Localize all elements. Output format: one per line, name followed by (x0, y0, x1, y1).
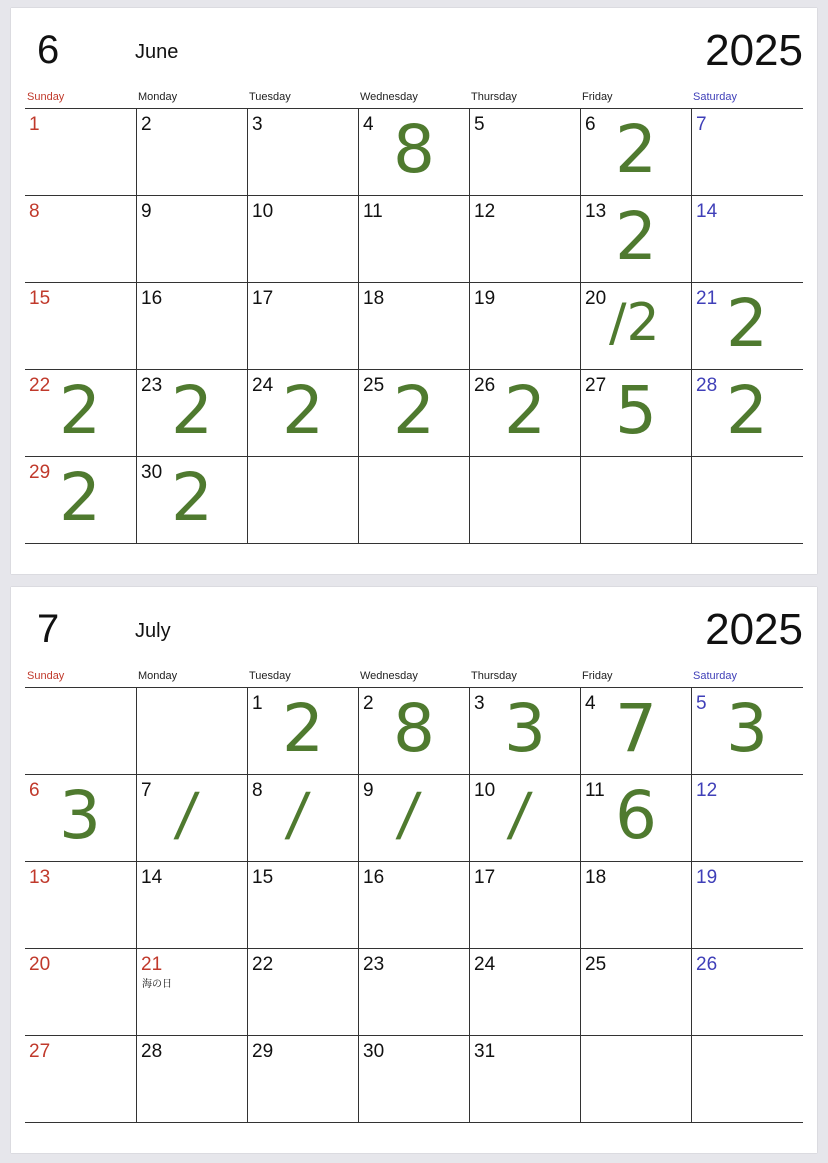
day-number: 28 (696, 375, 718, 396)
handwritten-note: 2 (171, 372, 213, 449)
day-cell[interactable] (25, 862, 136, 948)
calendar-page-july (11, 587, 817, 1153)
weekday-header (25, 666, 803, 687)
day-cell[interactable] (358, 457, 469, 543)
weekday-label-thursday: Thursday (471, 91, 517, 103)
day-number: 27 (585, 375, 607, 396)
day-cell[interactable] (358, 862, 469, 948)
day-number: 5 (474, 114, 485, 135)
weekday-label-tuesday: Tuesday (249, 670, 291, 682)
week-rows (25, 687, 803, 1123)
day-number: 17 (474, 867, 496, 888)
day-number: 8 (252, 780, 263, 801)
day-cell[interactable] (580, 457, 691, 543)
month-number: 7 (37, 607, 60, 651)
day-cell[interactable] (25, 283, 136, 369)
day-cell[interactable] (691, 862, 803, 948)
day-cell[interactable] (25, 775, 136, 861)
day-number: 13 (29, 867, 51, 888)
handwritten-note: 6 (615, 777, 657, 854)
handwritten-note: / (172, 780, 202, 848)
day-number: 17 (252, 288, 274, 309)
day-number: 6 (585, 114, 596, 135)
day-number: 18 (585, 867, 607, 888)
day-cell[interactable] (136, 196, 247, 282)
weekday-label-saturday: Saturday (693, 91, 738, 103)
year: 2025 (705, 605, 803, 654)
day-number: 9 (363, 780, 374, 801)
week-row (25, 688, 803, 775)
day-cell[interactable] (691, 949, 803, 1035)
day-number: 16 (363, 867, 385, 888)
handwritten-note: 8 (393, 690, 435, 767)
day-cell[interactable] (247, 688, 358, 774)
day-cell[interactable] (25, 949, 136, 1035)
day-cell[interactable] (469, 109, 580, 195)
day-cell[interactable] (358, 196, 469, 282)
handwritten-note: / (283, 780, 313, 848)
day-number: 21 (696, 288, 718, 309)
day-cell[interactable] (469, 283, 580, 369)
day-cell[interactable] (136, 283, 247, 369)
day-number: 21 (141, 954, 163, 975)
weekday-label-monday: Monday (138, 670, 178, 682)
day-cell[interactable] (25, 1036, 136, 1122)
day-cell[interactable] (691, 1036, 803, 1122)
day-cell[interactable] (580, 775, 691, 861)
week-row (25, 109, 803, 196)
day-cell[interactable] (247, 109, 358, 195)
day-cell[interactable] (691, 196, 803, 282)
day-cell[interactable] (358, 949, 469, 1035)
day-number: 5 (696, 693, 707, 714)
day-number: 1 (29, 114, 40, 135)
week-row (25, 1036, 803, 1123)
handwritten-note: 2 (504, 372, 546, 449)
day-cell[interactable] (247, 1036, 358, 1122)
day-cell[interactable] (358, 283, 469, 369)
day-cell[interactable] (25, 370, 136, 456)
day-cell[interactable] (136, 688, 247, 774)
year: 2025 (705, 26, 803, 75)
weekday-label-wednesday: Wednesday (360, 670, 418, 682)
handwritten-note: 3 (504, 690, 546, 767)
day-cell[interactable] (580, 688, 691, 774)
day-cell[interactable] (247, 196, 358, 282)
day-cell[interactable] (469, 370, 580, 456)
day-number: 11 (363, 201, 383, 222)
day-cell[interactable] (469, 949, 580, 1035)
day-cell[interactable] (580, 1036, 691, 1122)
day-number: 12 (474, 201, 496, 222)
day-number: 30 (141, 462, 163, 483)
handwritten-note: / (505, 780, 535, 848)
day-cell[interactable] (136, 109, 247, 195)
day-number: 24 (474, 954, 496, 975)
day-number: 23 (141, 375, 163, 396)
day-number: 10 (474, 780, 496, 801)
day-number: 26 (474, 375, 496, 396)
handwritten-note: 5 (615, 372, 657, 449)
day-number: 31 (474, 1041, 496, 1062)
day-number: 26 (696, 954, 718, 975)
week-row (25, 283, 803, 370)
week-row (25, 775, 803, 862)
week-row (25, 370, 803, 457)
month-name: July (135, 620, 171, 642)
day-cell[interactable] (580, 283, 691, 369)
day-number: 9 (141, 201, 152, 222)
day-cell[interactable] (136, 457, 247, 543)
week-row (25, 457, 803, 544)
handwritten-note: 7 (615, 690, 657, 767)
week-row (25, 949, 803, 1036)
day-number: 14 (141, 867, 163, 888)
day-number: 25 (585, 954, 607, 975)
day-cell[interactable] (358, 688, 469, 774)
day-number: 25 (363, 375, 385, 396)
day-number: 11 (585, 780, 605, 801)
day-number: 4 (585, 693, 596, 714)
month-number: 6 (37, 28, 60, 72)
day-number: 24 (252, 375, 274, 396)
day-number: 16 (141, 288, 163, 309)
day-cell[interactable] (25, 196, 136, 282)
day-cell[interactable] (691, 457, 803, 543)
day-cell[interactable] (136, 949, 247, 1035)
day-cell[interactable] (469, 688, 580, 774)
handwritten-note: 2 (615, 111, 657, 188)
day-number: 2 (363, 693, 374, 714)
week-row (25, 862, 803, 949)
day-cell[interactable] (358, 1036, 469, 1122)
day-cell[interactable] (580, 196, 691, 282)
handwritten-note: 2 (726, 285, 768, 362)
handwritten-note: 2 (282, 372, 324, 449)
day-number: 13 (585, 201, 607, 222)
day-number: 7 (141, 780, 152, 801)
day-cell[interactable] (691, 688, 803, 774)
calendar-grid (25, 666, 803, 1123)
day-cell[interactable] (25, 457, 136, 543)
day-number: 15 (252, 867, 274, 888)
day-cell[interactable] (247, 283, 358, 369)
handwritten-note: 2 (726, 372, 768, 449)
handwritten-note: 3 (726, 690, 768, 767)
day-cell[interactable] (580, 370, 691, 456)
day-number: 20 (29, 954, 51, 975)
month-name: June (135, 41, 179, 63)
weekday-header (25, 87, 803, 108)
day-cell[interactable] (469, 775, 580, 861)
day-cell[interactable] (136, 775, 247, 861)
day-number: 19 (474, 288, 496, 309)
handwritten-note: 3 (59, 777, 101, 854)
day-cell[interactable] (25, 688, 136, 774)
day-cell[interactable] (247, 949, 358, 1035)
weekday-label-tuesday: Tuesday (249, 91, 291, 103)
day-cell[interactable] (358, 370, 469, 456)
day-cell[interactable] (691, 109, 803, 195)
day-cell[interactable] (580, 109, 691, 195)
weekday-label-wednesday: Wednesday (360, 91, 418, 103)
weekday-label-friday: Friday (582, 670, 613, 682)
day-number: 4 (363, 114, 374, 135)
day-number: 14 (696, 201, 718, 222)
day-number: 29 (252, 1041, 274, 1062)
day-number: 12 (696, 780, 718, 801)
week-row (25, 196, 803, 283)
day-cell[interactable] (580, 862, 691, 948)
day-number: 6 (29, 780, 40, 801)
day-cell[interactable] (469, 1036, 580, 1122)
day-cell[interactable] (358, 775, 469, 861)
weekday-label-saturday: Saturday (693, 670, 738, 682)
day-cell[interactable] (247, 370, 358, 456)
day-cell[interactable] (136, 370, 247, 456)
weekday-label-sunday: Sunday (27, 91, 65, 103)
day-cell[interactable] (691, 775, 803, 861)
day-number: 20 (585, 288, 607, 309)
day-number: 15 (29, 288, 51, 309)
day-number: 29 (29, 462, 51, 483)
holiday-label: 海の日 (142, 979, 172, 990)
day-number: 22 (29, 375, 51, 396)
day-cell[interactable] (247, 862, 358, 948)
day-cell[interactable] (469, 196, 580, 282)
calendar-grid (25, 87, 803, 544)
calendar-page-june (11, 8, 817, 574)
handwritten-note: 8 (393, 111, 435, 188)
day-cell[interactable] (691, 370, 803, 456)
day-number: 7 (696, 114, 707, 135)
handwritten-note: / (394, 780, 424, 848)
day-number: 18 (363, 288, 385, 309)
day-cell[interactable] (358, 109, 469, 195)
day-number: 8 (29, 201, 40, 222)
weekday-label-thursday: Thursday (471, 670, 517, 682)
weekday-label-monday: Monday (138, 91, 178, 103)
weekday-label-friday: Friday (582, 91, 613, 103)
day-number: 3 (252, 114, 263, 135)
day-number: 22 (252, 954, 274, 975)
day-number: 23 (363, 954, 385, 975)
handwritten-note: /2 (609, 293, 660, 353)
handwritten-note: 2 (171, 459, 213, 536)
handwritten-note: 2 (59, 459, 101, 536)
day-cell[interactable] (691, 283, 803, 369)
day-number: 30 (363, 1041, 385, 1062)
day-number: 28 (141, 1041, 163, 1062)
handwritten-note: 2 (615, 198, 657, 275)
day-number: 3 (474, 693, 485, 714)
day-number: 27 (29, 1041, 51, 1062)
handwritten-note: 2 (59, 372, 101, 449)
handwritten-note: 2 (393, 372, 435, 449)
day-cell[interactable] (136, 862, 247, 948)
weekday-label-sunday: Sunday (27, 670, 65, 682)
day-cell[interactable] (469, 862, 580, 948)
day-cell[interactable] (580, 949, 691, 1035)
day-cell[interactable] (247, 457, 358, 543)
day-number: 1 (252, 693, 263, 714)
week-rows (25, 108, 803, 544)
handwritten-note: 2 (282, 690, 324, 767)
day-number: 19 (696, 867, 718, 888)
day-cell[interactable] (247, 775, 358, 861)
day-number: 10 (252, 201, 274, 222)
day-cell[interactable] (136, 1036, 247, 1122)
day-cell[interactable] (25, 109, 136, 195)
day-cell[interactable] (469, 457, 580, 543)
day-number: 2 (141, 114, 152, 135)
